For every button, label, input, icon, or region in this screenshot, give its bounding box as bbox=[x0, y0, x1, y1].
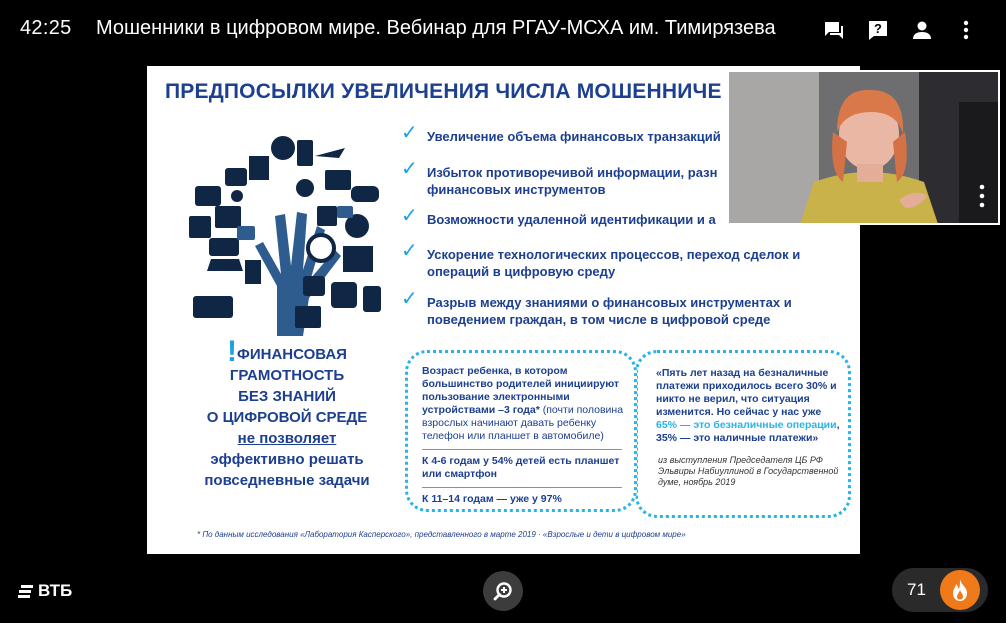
zoom-in-icon bbox=[492, 580, 514, 602]
checkmark-icon: ✓ bbox=[401, 240, 418, 262]
fin-line-1: ФИНАНСОВАЯ bbox=[237, 346, 347, 363]
more-vert-icon[interactable] bbox=[950, 14, 982, 46]
reaction-count: 71 bbox=[907, 580, 926, 599]
vtb-logo bbox=[18, 581, 72, 601]
bullet-text: финансовых инструментов bbox=[427, 182, 606, 197]
bullet-text: Разрыв между знаниями о финансовых инструментах и bbox=[427, 295, 792, 310]
fin-line-3: БЕЗ ЗНАНИЙ bbox=[238, 388, 336, 405]
quote-part-2: , 35% — это наличные платежи» bbox=[656, 419, 840, 444]
bullet-text: Увеличение объема финансовых транзакций bbox=[427, 129, 721, 144]
chat-icon[interactable] bbox=[818, 14, 850, 46]
stats-box bbox=[405, 350, 637, 512]
webinar-title: Мошенники в цифровом мире. Вебинар для РГАУ-МСХА им. Тимирязева bbox=[96, 17, 776, 39]
speaker-video-frame bbox=[729, 72, 1000, 225]
zoom-button[interactable] bbox=[483, 571, 523, 611]
stats-age-4-6: К 4-6 годам у 54% детей есть планшет или смартфон bbox=[422, 455, 620, 480]
stats-age-11-14: К 11–14 годам — уже у 97% bbox=[422, 493, 562, 505]
gadget-tree-illustration bbox=[185, 126, 385, 336]
top-bar bbox=[0, 0, 1006, 60]
more-vert-icon[interactable] bbox=[972, 182, 992, 210]
fin-line-5: не позволяет bbox=[237, 430, 337, 447]
checkmark-icon: ✓ bbox=[401, 158, 418, 180]
list-item bbox=[401, 240, 841, 280]
slide-title: ПРЕДПОСЫЛКИ УВЕЛИЧЕНИЯ ЧИСЛА МОШЕННИЧЕ bbox=[165, 80, 722, 103]
quote-highlight: 65% — это безналичные операции bbox=[656, 419, 837, 431]
quote-box bbox=[635, 350, 851, 518]
bullet-text: Возможности удаленной идентификации и а bbox=[427, 212, 716, 227]
stats-note: (почти половина взрослых начинают давать ребенку телефон или планшет в автомобиле) bbox=[422, 404, 624, 442]
checkmark-icon: ✓ bbox=[401, 288, 418, 310]
fin-line-6: эффективно решать bbox=[210, 451, 364, 468]
bullet-text: поведением граждан, в том числе в цифровой среде bbox=[427, 312, 771, 327]
svg-text:?: ? bbox=[874, 21, 882, 36]
divider bbox=[422, 449, 622, 450]
person-icon[interactable] bbox=[906, 14, 938, 46]
exclamation-mark: ! bbox=[227, 335, 238, 368]
financial-literacy-block bbox=[187, 335, 387, 491]
quote-source: из выступления Председателя ЦБ РФ Эльвиры Набиуллиной в Государственной думе, ноябрь 2019 bbox=[658, 455, 839, 487]
bullet-text: операций в цифровую среду bbox=[427, 264, 616, 279]
list-item bbox=[401, 288, 841, 328]
quote-part-1: «Пять лет назад на безналичные платежи приходилось всего 30% и никто не верил, что ситуация изменится. Но сейчас у нас уже bbox=[656, 367, 837, 418]
fin-line-4: О ЦИФРОВОЙ СРЕДЕ bbox=[206, 409, 368, 426]
fin-line-7: повседневные задачи bbox=[204, 472, 370, 489]
fire-icon bbox=[949, 578, 971, 602]
speaker-video[interactable] bbox=[727, 70, 1000, 225]
bullet-text: Избыток противоречивой информации, разн bbox=[427, 165, 718, 180]
bullet-text: Ускорение технологических процессов, переход сделок и bbox=[427, 247, 801, 262]
checkmark-icon: ✓ bbox=[401, 122, 418, 144]
footnote: * По данным исследования «Лаборатория Касперского», представленного в марте 2019 · «Взрослые и дети в цифровом мире» bbox=[197, 530, 686, 539]
vtb-logo-text: ВТБ bbox=[38, 581, 73, 600]
fire-reaction-button[interactable] bbox=[940, 570, 980, 610]
checkmark-icon: ✓ bbox=[401, 205, 418, 227]
stats-headline: Возраст ребенка, в котором большинство родителей инициируют пользование электронными устройствами –3 года* bbox=[422, 365, 620, 416]
divider bbox=[422, 487, 622, 488]
question-icon[interactable] bbox=[862, 14, 894, 46]
fin-line-2: ГРАМОТНОСТЬ bbox=[229, 367, 345, 384]
reactions-counter[interactable] bbox=[892, 568, 988, 612]
elapsed-time: 42:25 bbox=[20, 17, 72, 39]
vtb-stripes-icon bbox=[18, 584, 34, 598]
